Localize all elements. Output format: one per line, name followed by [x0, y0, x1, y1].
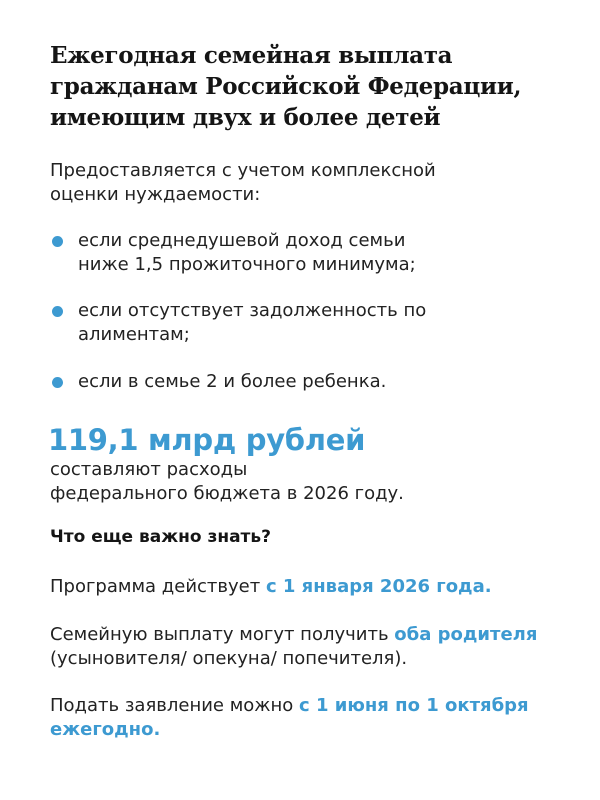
paragraph-text: (усыновителя/ опекуна/ попечителя).	[50, 648, 408, 669]
title-line: Ежегодная семейная выплата	[50, 42, 453, 69]
intro-text	[50, 159, 570, 207]
list-item-text	[78, 299, 558, 347]
bullet-dot-icon	[52, 236, 63, 247]
accent-text: с 1 июня по 1 октября	[299, 695, 529, 716]
budget-description-line: составляют расходы	[50, 459, 248, 480]
paragraph-text: Подать заявление можно	[50, 695, 300, 716]
list-item-line: если в семье 2 и более ребенка.	[78, 371, 387, 392]
intro-line: оценки нуждаемости:	[50, 184, 261, 205]
list-item-line: ниже 1,5 прожиточного минимума;	[78, 254, 416, 275]
application-period-paragraph	[50, 694, 580, 742]
bullet-dot-icon	[52, 306, 63, 317]
accent-text: ежегодно.	[50, 719, 161, 740]
paragraph-text: Программа действует	[50, 576, 266, 597]
paragraph-text: Семейную выплату могут получить	[50, 624, 395, 645]
program-start-paragraph	[50, 575, 580, 599]
page-title	[50, 40, 570, 133]
intro-line: Предоставляется с учетом комплексной	[50, 160, 436, 181]
budget-description	[50, 458, 570, 506]
bullet-dot-icon	[52, 377, 63, 388]
recipients-paragraph	[50, 623, 580, 671]
list-item-line: если отсутствует задолженность по	[78, 300, 427, 321]
list-item-text	[78, 370, 558, 394]
budget-amount: 119,1 млрд рублей	[48, 423, 366, 457]
title-line: гражданам Российской Федерации,	[50, 73, 522, 100]
title-line: имеющим двух и более детей	[50, 104, 441, 131]
important-heading: Что еще важно знать?	[50, 527, 272, 547]
accent-text: с 1 января 2026 года.	[265, 576, 492, 597]
list-item-line: алиментам;	[78, 324, 190, 345]
list-item-text	[78, 229, 558, 277]
list-item-line: если среднедушевой доход семьи	[78, 230, 406, 251]
accent-text: оба родителя	[394, 624, 538, 645]
budget-description-line: федерального бюджета в 2026 году.	[50, 483, 404, 504]
